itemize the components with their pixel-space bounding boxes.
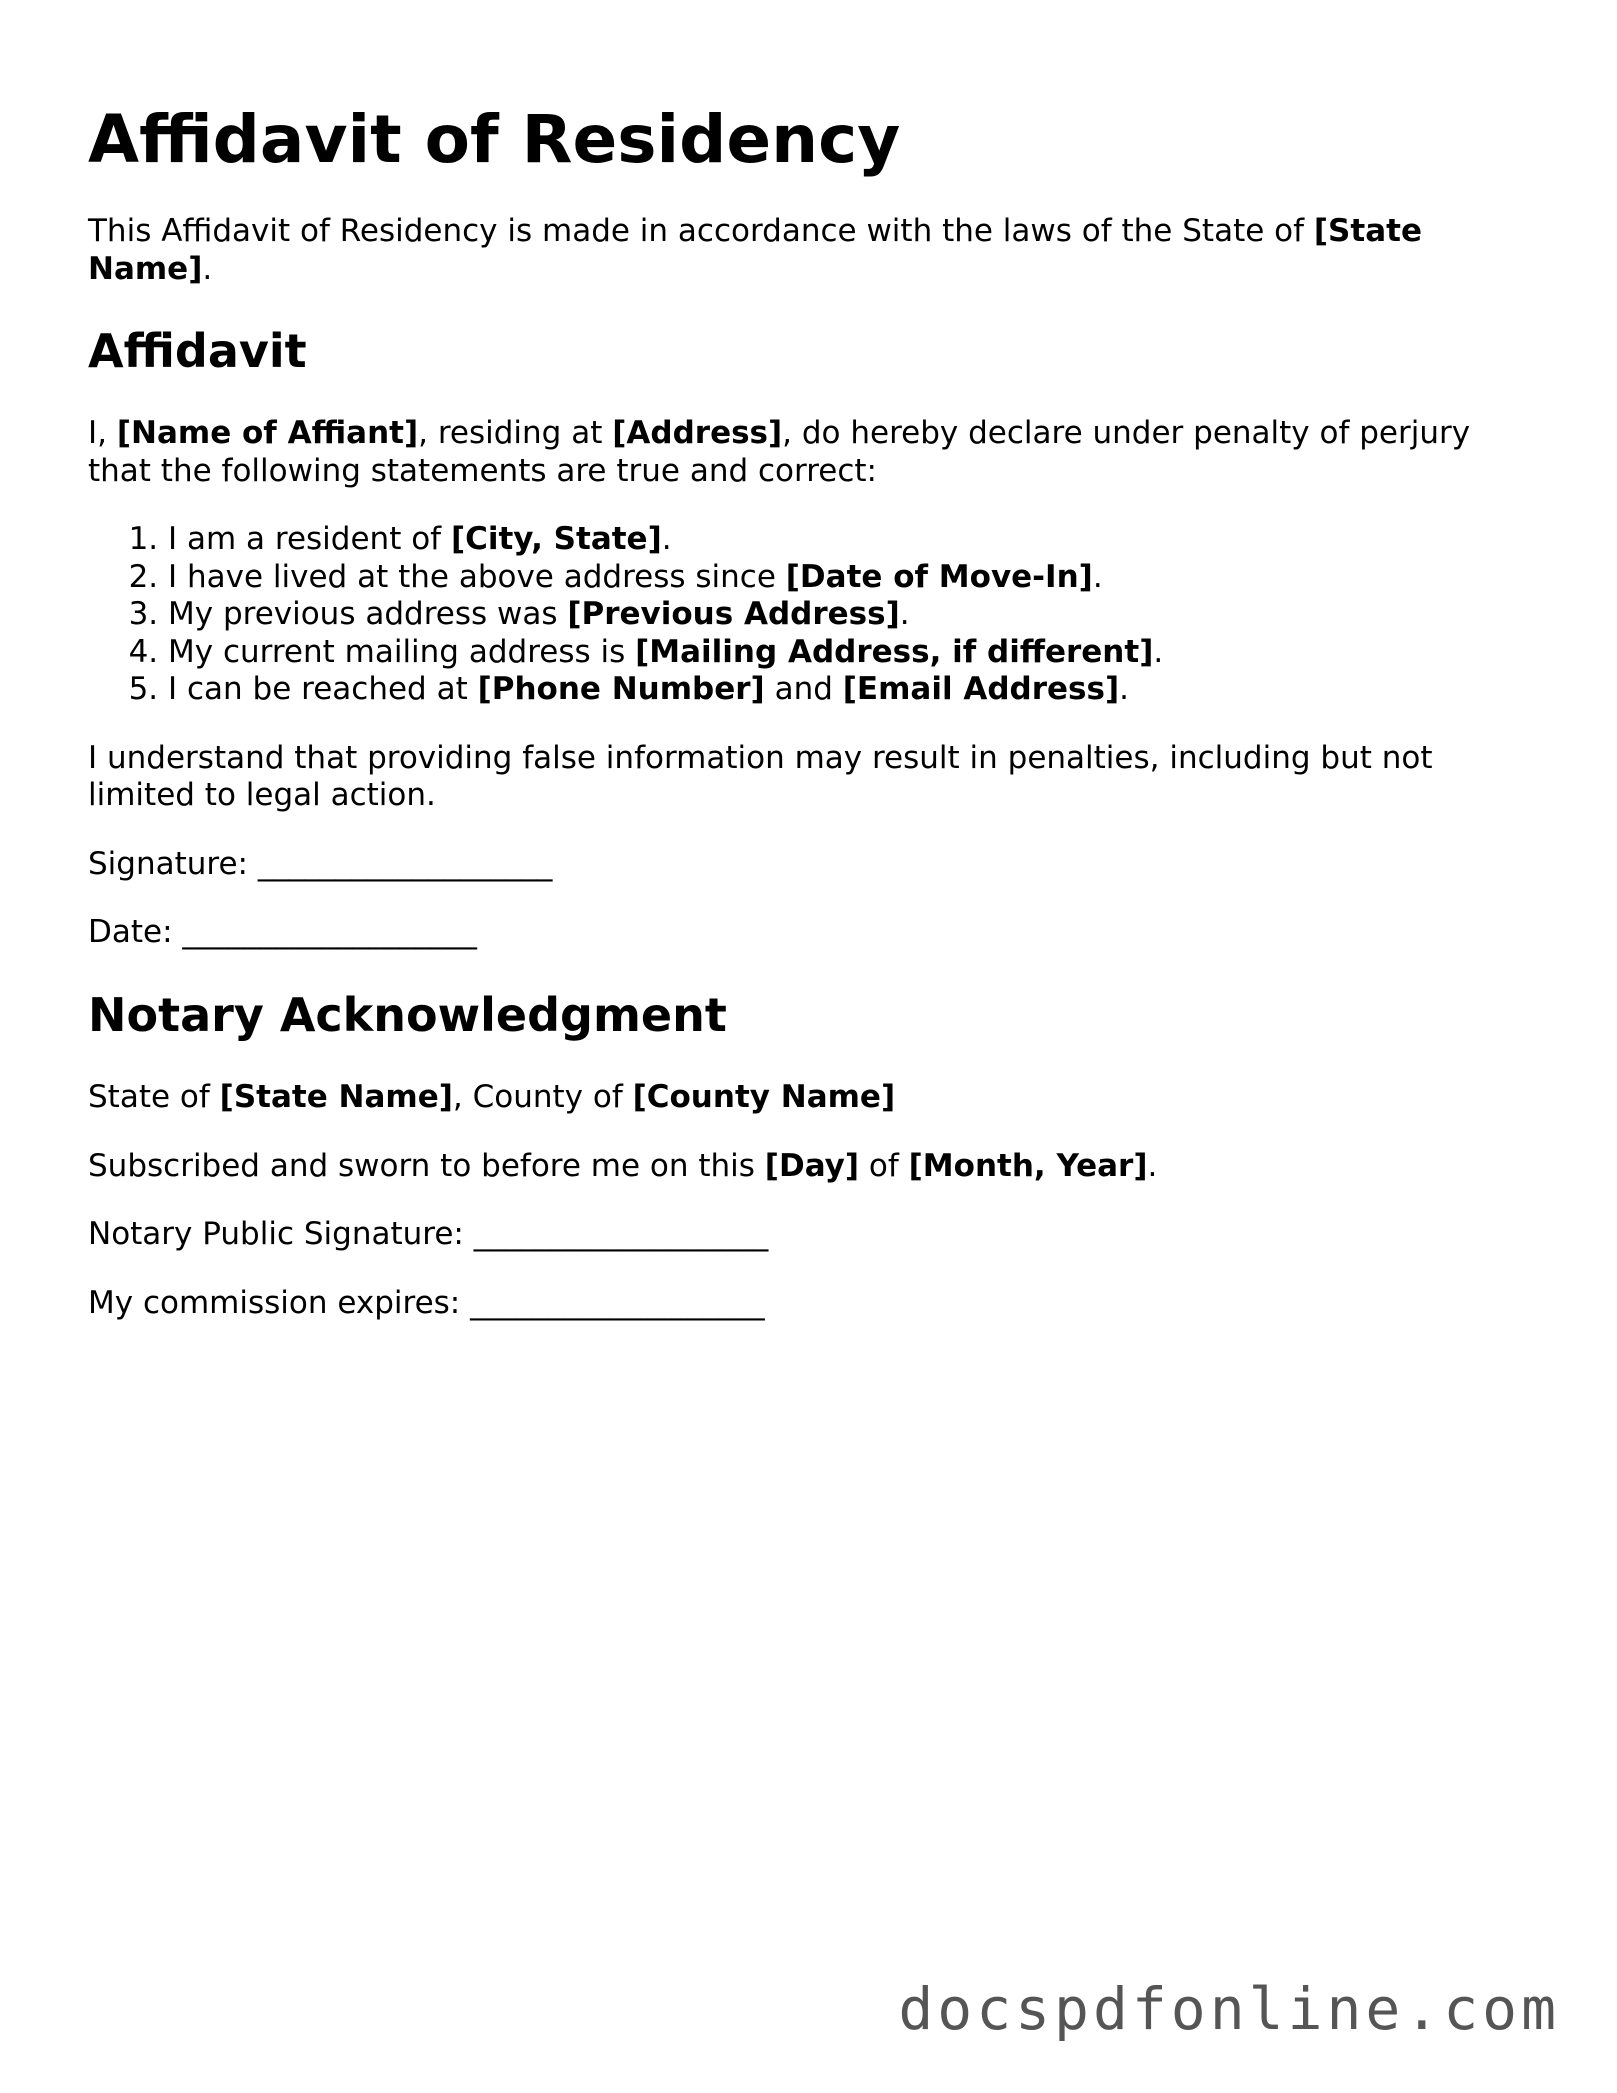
declaration-text: I, (88, 415, 117, 452)
affidavit-heading: Affidavit (88, 324, 307, 379)
intro-text: This Affidavit of Residency is made in accordance with the laws of the State of (88, 213, 1314, 250)
notary-text: of (859, 1147, 909, 1184)
list-item (168, 596, 1528, 634)
signature-line: Signature: ___________________ (88, 845, 553, 882)
list-item (168, 521, 1528, 559)
list-item (168, 559, 1528, 597)
list-item (168, 634, 1528, 672)
intro-paragraph (88, 213, 1528, 288)
previous-address-field: [Previous Address] (567, 596, 900, 633)
declaration-paragraph (88, 415, 1528, 490)
notary-text: , County of (452, 1079, 633, 1116)
document (88, 100, 1528, 1353)
watermark: docspdfonline.com (898, 1975, 1560, 2043)
notary-signature-line: Notary Public Signature: ___________________ (88, 1216, 769, 1253)
statement-end: . (1092, 558, 1103, 595)
statement-text: I am a resident of (168, 521, 451, 558)
email-address-field: [Email Address] (842, 671, 1120, 708)
statement-end: . (899, 596, 910, 633)
statement-end: . (1119, 671, 1129, 708)
county-field: [County Name] (632, 1079, 896, 1116)
statement-text: My previous address was (168, 596, 568, 633)
statement-end: . (1153, 633, 1164, 670)
notary-text: . (1147, 1147, 1158, 1184)
statement-text: and (764, 671, 843, 708)
address-field: [Address] (612, 415, 783, 452)
intro-state-field: [State Name] (88, 213, 1422, 287)
phone-number-field: [Phone Number] (477, 671, 765, 708)
statements-list (88, 521, 1528, 709)
declaration-text: , do hereby declare under penalty of perjury that the following statements are true and correct: (88, 415, 1471, 489)
date-line: Date: ___________________ (88, 914, 477, 951)
notary-state-field: [State Name] (219, 1079, 453, 1116)
statement-text: I have lived at the above address since (168, 558, 786, 595)
notary-heading: Notary Acknowledgment (88, 987, 727, 1042)
notary-text: Subscribed and sworn to before me on this (88, 1147, 765, 1184)
move-in-date-field: [Date of Move-In] (785, 558, 1093, 595)
statement-end: . (661, 521, 672, 558)
commission-expires-line: My commission expires: ___________________ (88, 1284, 765, 1321)
state-county-line (88, 1079, 1528, 1117)
notary-text: State of (88, 1079, 220, 1116)
understanding-paragraph: I understand that providing false information may result in penalties, including but not limited to legal action. (88, 739, 1433, 814)
statement-text: My current mailing address is (168, 633, 636, 670)
page-title: Affidavit of Residency (88, 101, 901, 178)
sworn-line (88, 1148, 1528, 1186)
affiant-name-field: [Name of Affiant] (116, 415, 419, 452)
month-year-field: [Month, Year] (908, 1147, 1148, 1184)
mailing-address-field: [Mailing Address, if different] (635, 633, 1154, 670)
intro-end: . (202, 250, 213, 287)
day-field: [Day] (764, 1147, 860, 1184)
list-item (168, 671, 1528, 709)
city-state-field: [City, State] (450, 521, 662, 558)
declaration-text: , residing at (418, 415, 613, 452)
statement-text: I can be reached at (168, 671, 478, 708)
